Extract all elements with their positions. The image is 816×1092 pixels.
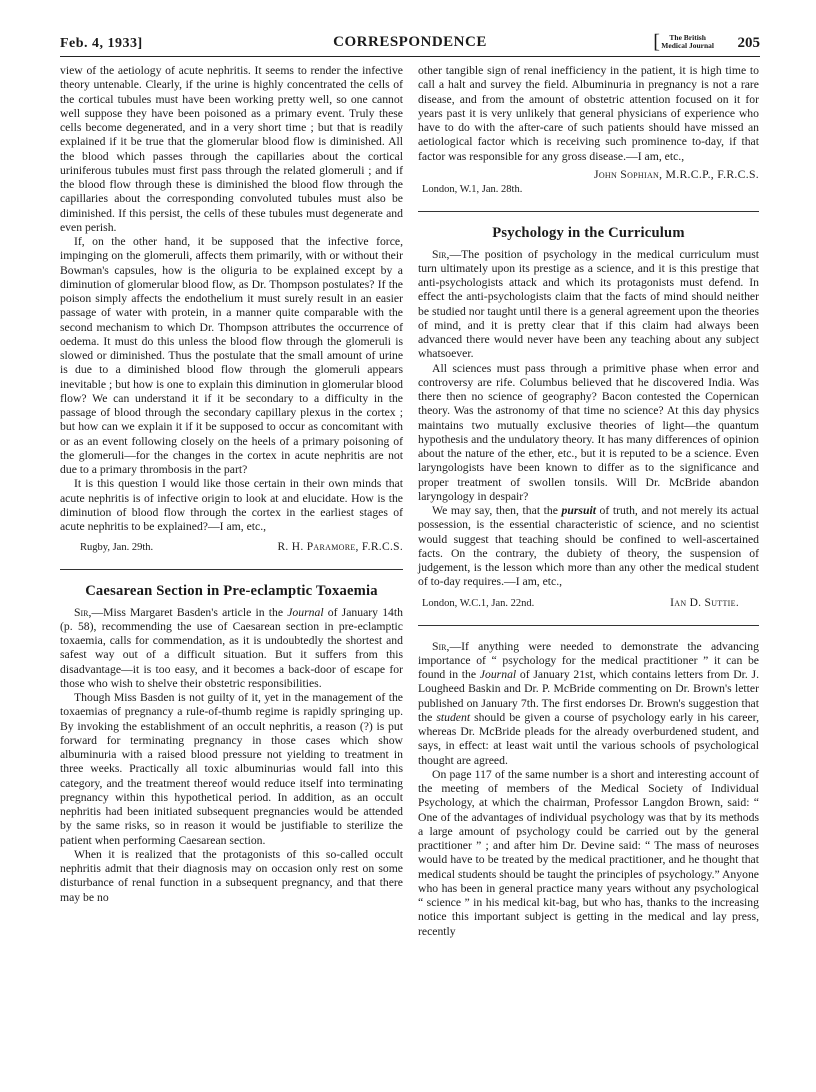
psychology-p3-text-a: We may say, then, that the <box>432 504 562 517</box>
psychology-letter-signature: Ian D. Suttie. <box>670 596 739 609</box>
caesarean-paragraph-3: When it is realized that the protagonists of this so-called occult nephritis admit that their diagnosis may on occasion only rest on some disturbance of renal function in a subsequent pregnancy, and that there may be no <box>60 847 403 904</box>
letter4-p1-text-b: of January 21st, which contains letters from Dr. J. Lougheed Baskin and Dr. P. McBride commenting on Dr. Brown's letter published on January 7th. The first endorses Dr. Brown's suggestion that the <box>418 668 759 724</box>
article-divider <box>418 211 759 212</box>
letter4-paragraph-2: On page 117 of the same number is a short and interesting account of the meeting of members of the Medical Society of Individual Psychology, at which the chairman, Professor Langdon Brown, said: “ One of the advantages of individual psychology was that by its methods a large amount of psychology could be carried out by the general practitioner ” ; and after him Dr. Devine said: “ The mass of neuroses would have to be treated by the medical practitioner, and he thought that medical students should be taught the principles of psychology.” Anyone who has been in general practice many years without any psychological “ science ” in his medical kit-bag, but who has, thanks to the increasing notice this important subject is getting in the medical and lay press, recently <box>418 767 759 938</box>
caesarean-heading: Caesarean Section in Pre-eclamptic Toxaemia <box>85 583 378 600</box>
caesarean-salutation: Sir, <box>74 605 92 619</box>
journal-name-line1: The British <box>669 33 706 42</box>
caesarean-p1-text-b: of January 14th (p. 58), recommending the use of Caesarean section in pre-eclamptic toxaemia, calls for commendation, as it is undoubtedly the shortest and safest way out of a difficult situation. But it suffers from this disadvantage—it is too easy, and it becomes a back-door of escape for those who wish to shelve their obstetric responsibilities. <box>60 605 403 690</box>
caesarean-paragraph-1 <box>60 606 403 692</box>
journal-title-italic: Journal <box>479 668 517 681</box>
page-header <box>60 31 760 57</box>
caesarean-p1-text-a: —Miss Margaret Basden's article in the <box>91 605 288 619</box>
psychology-paragraph-1 <box>418 248 759 362</box>
nephritis-letter-signature: R. H. Paramore, F.R.C.S. <box>277 541 403 554</box>
nephritis-paragraph-3: It is this question I would like those certain in their own minds that acute nephritis is of infective origin to look at and elucidate. How is the diminution of blood flow through the cortex in the earliest stages of acute nephritis to be explained?—I am, etc., <box>60 477 403 533</box>
section-title: CORRESPONDENCE <box>333 34 487 50</box>
psychology-paragraph-3 <box>418 504 759 590</box>
right-column <box>418 64 759 939</box>
letter4-p1-text-c: should be given a course of psychology early in his career, whereas Dr. McBride pleads for the already overburdened student, and says, in effect: at least wait until the various schools of psychological thought are agreed. <box>418 710 759 767</box>
journal-title-italic: Journal <box>287 605 324 619</box>
page-number: 205 <box>737 35 760 51</box>
psychology-letter-place: London, W.C.1, Jan. 22nd. <box>422 597 535 609</box>
psychology-p3-text-b: of truth, and not merely its actual possession, is the essential characteristic of science, and no scientist would suggest that teaching should be confined to well-ascertained facts. On the contrary, the dubiety of theory, the suspension of judgement, is the lesson which more than any other the medical student of to-day requires.—I am, etc., <box>418 504 759 589</box>
psychology-heading: Psychology in the Curriculum <box>492 225 685 242</box>
nephritis-signature-block <box>60 540 403 555</box>
psychology-p1-text: —The position of psychology in the medical curriculum must turn ultimately upon its prestige as a science, and it is this prestige that anti-psychologists attack and which its protagonists must defend. In effect the anti-psychologists claim that the facts of mind should neither be studied nor taught until there is a general agreement upon the theories of mind, and it is pretty clear that if this claim had always been advanced there would never have been any teaching about any subject whatsoever. <box>418 247 759 361</box>
issue-date: Feb. 4, 1933] <box>60 36 143 51</box>
journal-bracket: [ <box>653 31 660 53</box>
caesarean-signature: John Sophian, M.R.C.P., F.R.C.S. <box>593 167 759 181</box>
student-emphasis: student <box>436 710 471 724</box>
letter4-salutation: Sir, <box>432 639 450 653</box>
caesarean-paragraph-2: Though Miss Basden is not guilty of it, yet in the management of the toxaemias of pregnancy a rule-of-thumb regime is rapidly springing up. By invoking the establishment of an occult nephritis, a reason (?) is put forward for terminating pregnancy in those cases which show albuminuria with a raised blood pressure not yielding to treatment in three weeks. Practically all toxic albuminurias would fall into this category, and the treatment thereof would reduce itself into terminating pregnancy within this hypothetical period. In addition, as an occult nephritis had been initiated subsequent pregnancies would be attended by the same risks, so in reason it would be justifiable to sterilize the patient when performing Caesarean section. <box>60 691 403 847</box>
psychology-paragraph-2: All sciences must pass through a primitive phase when error and controversy are rife. Columbus believed that he discovered India. Was there then no science of geography? Bacon contested the Copernican theory. Was the astronomy of that time no science? At this day physics maintains two mutually exclusive theories of light—the quantum hypothesis and the undulatory theory. It has many differences of opinion about the nature of the ether, etc., but it is reputed to be a science. Even laryngologists have been known to differ as to the significance and proper treatment of swollen tonsils. Will Dr. McBride abandon laryngology in despair? <box>418 361 759 503</box>
nephritis-paragraph-2: If, on the other hand, it be supposed that the infective force, impinging on the glomeruli, affects them primarily, with or without their Bowman's capsules, how is the oliguria to be explained except by a diminution of glomerular blood flow, as Dr. Thompson postulates? If the poison simply affects the endothelium it must surely result in an easier passage of water with protein, in a manner quite comparable with the second mechanism to which Dr. Thompson attributes the occurrence of oedema. It must do this unless the blood flow through the glomeruli is slowed or diminished. Thus the postulate that the small amount of urine is due to a diminished blood flow through the glomeruli appears inevitable ; but how is one to explain this diminution in glomerular blood flow? We can understand it if it be secondary to a difficulty in the passage of blood through the secondary capillary plexus in the cortex ; but how can we explain it if it be supposed to occur as concomitant with or as an event following closely on the heels of a primary poisoning of the glomeruli—for the changes in the cortex in acute nephritis are not due to a primary thrombosis in the part? <box>60 235 403 476</box>
psychology-salutation: Sir, <box>432 247 450 261</box>
psychology-signature-block <box>418 596 759 611</box>
caesarean-letter-place: London, W.1, Jan. 28th. <box>422 184 523 195</box>
article-divider <box>60 569 403 570</box>
journal-name-line2: Medical Journal <box>661 41 714 50</box>
journal-name <box>653 31 714 53</box>
letter4-paragraph-1 <box>418 640 759 768</box>
pursuit-emphasis: pursuit <box>561 504 596 517</box>
caesarean-continuation: other tangible sign of renal inefficiency in the patient, it is high time to call a halt and survey the field. Albuminuria in pregnancy is not a rare disease, and from the amount of obstetric attention focused on it for years past it is very unlikely that general physicians of experience who have to do with the after-care of such patients should have missed an aetiological factor which is receiving such prominence to-day, if that factor was responsible for any gross disease.—I am, etc., <box>418 64 759 163</box>
left-column <box>60 64 403 905</box>
nephritis-paragraph-1: view of the aetiology of acute nephritis. It seems to render the infective theory untenable. Clearly, if the urine is highly concentrated the cells of the cortical tubules must have been working pretty well, so one cannot well suppose they have been poisoned as a primary event. Truly these cells become degenerated, and in a very short time ; but that is readily explained if it be true that the glomerular blood flow is diminished. All the blood which passes through the capillaries about the cortical uriniferous tubules must first pass through the related glomeruli ; and if the blood flow through these is diminished the blood flow through the capillaries about the corresponding convoluted tubules must also be diminished. If this persist, the cells of these tubules must degenerate and even perish. <box>60 64 403 234</box>
letter4-p1-text-a: —If anything were needed to demonstrate the advancing importance of “ psychology for the medical practitioner ” it can be found in the <box>418 639 759 681</box>
article-divider <box>418 625 759 626</box>
nephritis-letter-place: Rugby, Jan. 29th. <box>80 542 154 554</box>
